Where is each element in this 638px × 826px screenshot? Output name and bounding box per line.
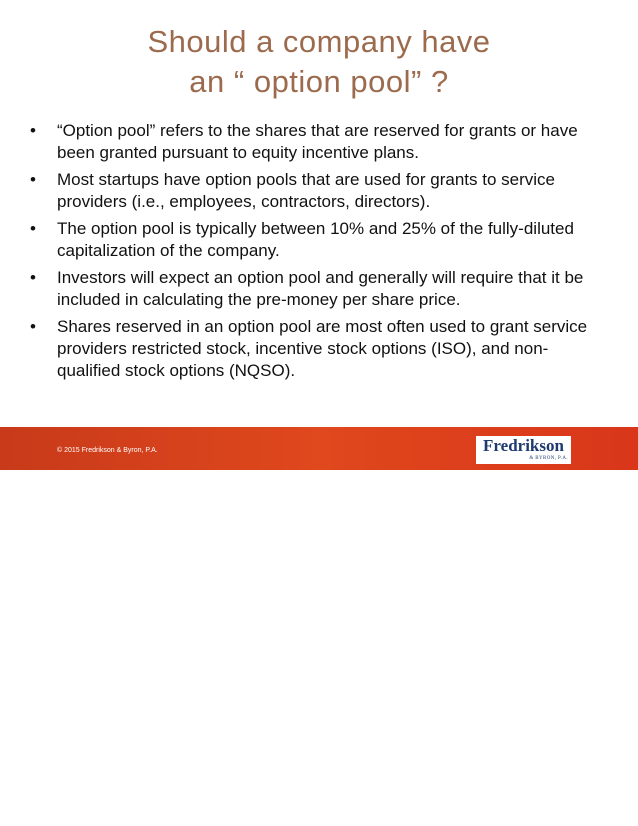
bullet-text: “Option pool” refers to the shares that are reserved for grants or have been granted pursuant to equity incentive plans.: [57, 121, 578, 162]
footer-copyright: © 2015 Fredrikson & Byron, P.A.: [57, 447, 158, 454]
logo-subtitle: & BYRON, P.A.: [529, 456, 568, 461]
bullet-item: [30, 120, 595, 164]
bullet-item: [30, 169, 595, 213]
bullet-item: [30, 267, 595, 311]
slide-title-line-1: Should a company have: [147, 24, 491, 59]
footer-bar: [0, 427, 638, 470]
bullet-text: Most startups have option pools that are used for grants to service providers (i.e., employees, contractors, directors).: [57, 170, 555, 211]
bullet-icon: •: [30, 121, 36, 140]
fredrikson-logo: [476, 436, 571, 464]
bullet-item: [30, 316, 595, 382]
bullet-list: [30, 120, 595, 387]
logo-name: Fredrikson: [483, 436, 564, 455]
bullet-icon: •: [30, 170, 36, 189]
bullet-text: The option pool is typically between 10% and 25% of the fully-diluted capitalization of the company.: [57, 219, 574, 260]
bullet-icon: •: [30, 317, 36, 336]
slide-title: [0, 22, 638, 102]
slide-title-line-2: an “ option pool” ?: [189, 64, 449, 99]
bullet-text: Shares reserved in an option pool are most often used to grant service providers restricted stock, incentive stock options (ISO), and non-qualified stock options (NQSO).: [57, 317, 588, 380]
bullet-icon: •: [30, 219, 36, 238]
bullet-icon: •: [30, 268, 36, 287]
bullet-text: Investors will expect an option pool and generally will require that it be included in calculating the pre-money per share price.: [57, 268, 584, 309]
bullet-item: [30, 218, 595, 262]
